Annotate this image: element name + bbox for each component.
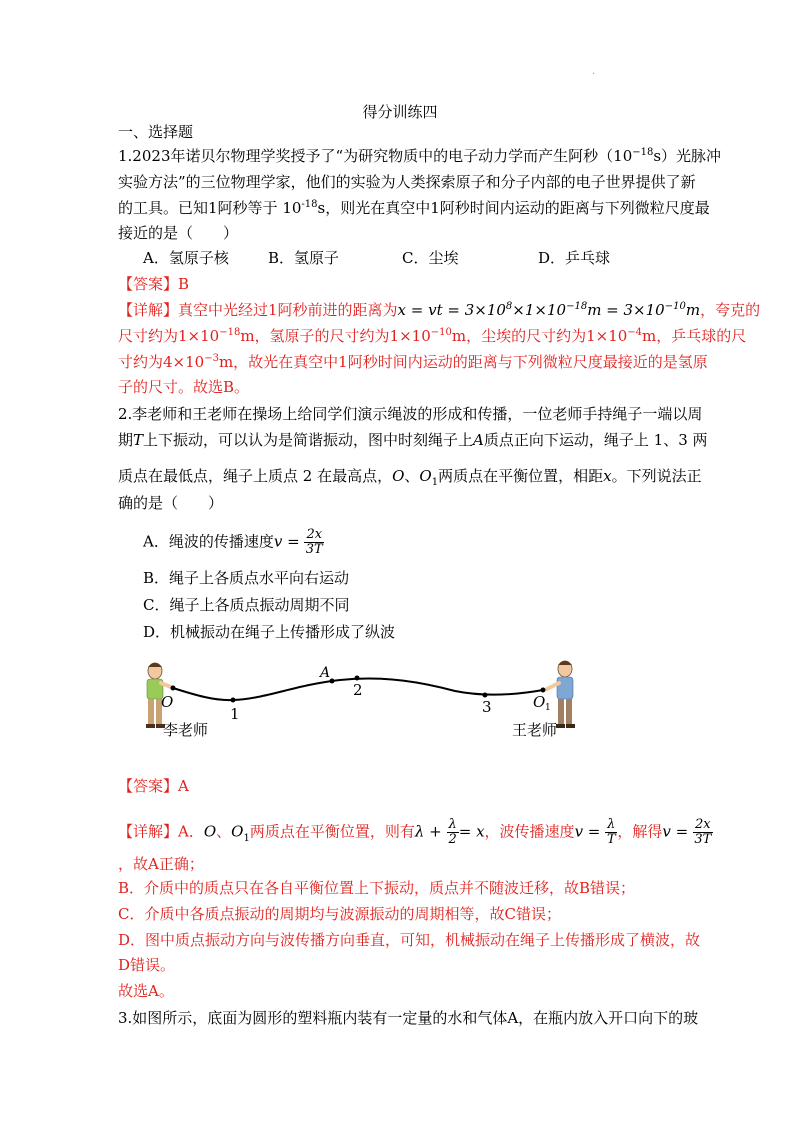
q1-line-2: 实验方法”的三位物理学家，他们的实验为人类探索原子和分子内部的电子世界提供了新 bbox=[118, 173, 696, 191]
point-1 bbox=[231, 698, 236, 703]
q1-detail-line-4: 子的尺寸。故选B。 bbox=[118, 378, 250, 396]
q2-option-b: B．绳子上各质点水平向右运动 bbox=[143, 569, 350, 587]
frac-num: 2x bbox=[695, 817, 711, 832]
q1-exponent: −18 bbox=[632, 147, 654, 158]
detail-part: m，尘埃的尺寸约为1×10 bbox=[451, 327, 628, 345]
q1-option-b: B．氢原子 bbox=[268, 249, 340, 267]
q2-answer: 【答案】A bbox=[118, 777, 189, 795]
q1-detail-line-1 bbox=[118, 298, 760, 325]
detail-eq: v = bbox=[662, 822, 689, 841]
q1-option-a: A．氢原子核 bbox=[143, 249, 229, 267]
q1-option-d: D．乒乓球 bbox=[538, 249, 611, 267]
label-2: 2 bbox=[353, 681, 363, 699]
detail-eq: = x bbox=[458, 822, 485, 841]
fraction bbox=[605, 818, 617, 847]
detail-text: 、 bbox=[216, 822, 232, 841]
label-a: A bbox=[320, 665, 331, 681]
frac-den: T bbox=[606, 832, 616, 847]
fraction bbox=[304, 528, 324, 557]
q2-detail-d-2: D错误。 bbox=[118, 956, 176, 974]
frac-num: λ bbox=[448, 817, 457, 832]
point-2 bbox=[355, 676, 360, 681]
q2-text: 两质点在平衡位置，相距 bbox=[438, 467, 604, 485]
q2-option-a bbox=[143, 528, 324, 557]
q1-detail-line-2 bbox=[118, 324, 746, 351]
q2-symbol: T bbox=[133, 431, 144, 449]
label-1: 1 bbox=[230, 705, 240, 723]
q1-text: 的工具。已知1阿秒等于 10 bbox=[118, 199, 302, 217]
q1-detail-text: 【详解】真空中光经过1阿秒前进的距离为 bbox=[118, 301, 398, 319]
q2-detail-a-end: ，故A正确； bbox=[118, 855, 204, 873]
detail-exp: −10 bbox=[430, 327, 452, 338]
point-a bbox=[330, 679, 335, 684]
q1-detail-line-3 bbox=[118, 350, 708, 377]
label-o1: O bbox=[533, 693, 546, 711]
q2-text: 期 bbox=[118, 431, 134, 449]
q2-detail-c: C．介质中各质点振动的周期均与波源振动的周期相等，故C错误； bbox=[118, 905, 561, 923]
q1-text: s）光脉冲 bbox=[653, 147, 722, 165]
q1-equation bbox=[398, 301, 701, 319]
detail-part: m，乒乓球的尺 bbox=[642, 327, 747, 345]
q2-detail-d-1: D．图中质点振动方向与波传播方向垂直，可知，机械振动在绳子上传播形成了横波，故 bbox=[118, 931, 701, 949]
point-o1 bbox=[541, 688, 546, 693]
q2-detail-a bbox=[118, 818, 713, 847]
q2-line-4: 确的是（ ） bbox=[118, 494, 224, 512]
frac-num: λ bbox=[607, 817, 616, 832]
fraction bbox=[693, 818, 713, 847]
eq-part: m bbox=[685, 301, 701, 319]
corner-mark: . bbox=[592, 66, 596, 77]
frac-den: 3T bbox=[694, 832, 712, 847]
q2-text: 质点在最低点，绳子上质点 2 在最高点， bbox=[118, 467, 393, 485]
page-title: 得分训练四 bbox=[362, 103, 438, 121]
detail-part: m，氢原子的尺寸约为1×10 bbox=[240, 327, 431, 345]
label-3: 3 bbox=[482, 698, 492, 716]
frac-den: 3T bbox=[305, 542, 323, 557]
q2-line-1: 2.李老师和王老师在操场上给同学们演示绳波的形成和传播，一位老师手持绳子一端以周 bbox=[118, 405, 703, 423]
q2-line-3 bbox=[118, 464, 702, 491]
detail-text: 【详解】A． bbox=[118, 822, 204, 841]
detail-text: 两质点在平衡位置，则有 bbox=[249, 822, 415, 841]
frac-den: 2 bbox=[448, 832, 457, 847]
q2-text: 质点正向下运动，绳子上 1、3 两 bbox=[483, 431, 708, 449]
point-o bbox=[171, 686, 176, 691]
detail-part: m，故光在真空中1阿秒时间内运动的距离与下列微粒尺度最接近的是氢原 bbox=[218, 353, 708, 371]
eq-part: m = 3×10 bbox=[587, 301, 665, 319]
detail-part: 寸约为4×10 bbox=[118, 353, 205, 371]
q2-conclusion: 故选A。 bbox=[118, 982, 174, 1000]
detail-eq: λ + bbox=[414, 822, 442, 841]
q2-text: 上下振动，可以认为是简谐振动，图中时刻绳子上 bbox=[143, 431, 474, 449]
eq-exp: −18 bbox=[566, 301, 588, 312]
detail-eq: v = bbox=[574, 822, 601, 841]
section-heading: 一、选择题 bbox=[118, 123, 194, 141]
label-o1-sub: 1 bbox=[545, 703, 551, 713]
q2-detail-b: B．介质中的质点只在各自平衡位置上下振动，质点并不随波迁移，故B错误； bbox=[118, 879, 636, 897]
detail-text: ，波传播速度 bbox=[484, 822, 575, 841]
right-teacher-figure bbox=[547, 661, 575, 728]
q2-symbol: O bbox=[419, 467, 432, 485]
detail-symbol: O bbox=[231, 822, 244, 841]
q2-symbol: A bbox=[473, 431, 484, 449]
q2-option-c: C．绳子上各质点振动周期不同 bbox=[143, 596, 350, 614]
q1-line-3 bbox=[118, 196, 710, 223]
detail-exp: −18 bbox=[219, 327, 241, 338]
q1-option-c: C．尘埃 bbox=[402, 249, 459, 267]
option-text: A．绳波的传播速度 bbox=[143, 532, 274, 551]
q1-line-4: 接近的是（ ） bbox=[118, 224, 239, 242]
eq-part: ×1×10 bbox=[512, 301, 567, 319]
q1-answer: 【答案】B bbox=[118, 275, 190, 293]
option-eq: v = bbox=[273, 532, 300, 551]
q1-line-1 bbox=[118, 144, 721, 171]
q2-symbol: O bbox=[392, 467, 405, 485]
label-o: O bbox=[161, 693, 174, 711]
right-teacher-label: 王老师 bbox=[512, 721, 558, 739]
detail-exp: −3 bbox=[204, 353, 219, 364]
q3-line-1: 3.如图所示，底面为圆形的塑料瓶内装有一定量的水和气体A，在瓶内放入开口向下的玻 bbox=[118, 1009, 699, 1027]
q2-symbol: x bbox=[603, 467, 612, 485]
detail-text: ，解得 bbox=[617, 822, 663, 841]
eq-exp: −10 bbox=[664, 301, 686, 312]
q1-detail-text: ，夸克的 bbox=[700, 301, 761, 319]
q2-text: 。下列说法正 bbox=[611, 467, 702, 485]
detail-part: 尺寸约为1×10 bbox=[118, 327, 220, 345]
left-teacher-label: 李老师 bbox=[163, 721, 209, 739]
detail-symbol: O bbox=[203, 822, 217, 841]
q1-text: s，则光在真空中1阿秒时间内运动的距离与下列微粒尺度最 bbox=[317, 199, 710, 217]
frac-num: 2x bbox=[306, 527, 323, 542]
fraction bbox=[447, 818, 459, 847]
detail-exp: −4 bbox=[627, 327, 643, 338]
q2-line-2 bbox=[118, 428, 708, 452]
q2-subscript: 1 bbox=[431, 477, 439, 488]
detail-subscript: 1 bbox=[243, 832, 250, 844]
eq-exp: 8 bbox=[505, 301, 513, 312]
q2-option-d: D．机械振动在绳子上传播形成了纵波 bbox=[143, 623, 396, 641]
rope-wave-figure bbox=[135, 655, 595, 755]
q2-text: 、 bbox=[404, 467, 420, 485]
q1-text: 1.2023年诺贝尔物理学奖授予了“为研究物质中的电子动力学而产生阿秒（10 bbox=[118, 147, 633, 165]
point-3 bbox=[483, 693, 488, 698]
eq-part: x = vt = 3×10 bbox=[397, 301, 506, 319]
q1-exponent: -18 bbox=[301, 199, 318, 210]
